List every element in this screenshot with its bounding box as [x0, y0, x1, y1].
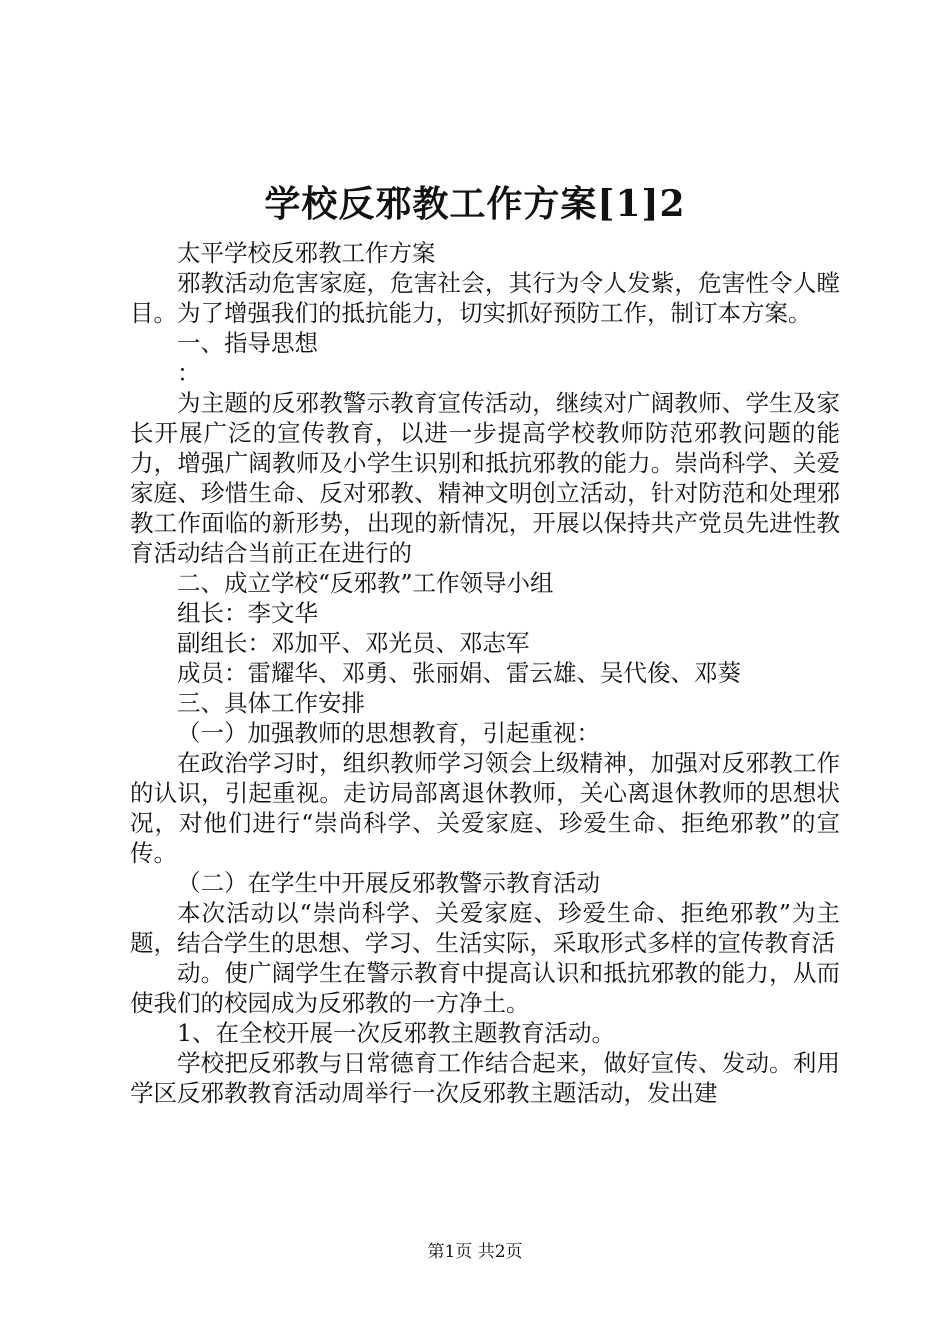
deputy-leaders-line: 副组长：邓加平、邓光员、邓志军 [177, 629, 530, 657]
section-heading-leadership-group: 二、成立学校“反邪教”工作领导小组 [177, 569, 554, 597]
document-subtitle: 太平学校反邪教工作方案 [177, 239, 436, 267]
page-number-footer: 第1页 共2页 [427, 1242, 523, 1262]
student-activities-continued-paragraph: 动。使广阔学生在警示教育中提高认识和抵抗邪教的能力，从而使我们的校园成为反邪教的一方净土。 [130, 959, 840, 1017]
members-line: 成员：雷耀华、邓勇、张丽娟、雷云雄、吴代俊、邓葵 [177, 659, 741, 687]
document-body [130, 238, 840, 1108]
section-heading-work-arrangement: 三、具体工作安排 [177, 689, 365, 717]
student-activities-paragraph: 本次活动以“崇尚科学、关爱家庭、珍爱生命、拒绝邪教”为主题，结合学生的思想、学习、生活实际，采取形式多样的宣传教育活 [130, 899, 840, 957]
theme-activity-paragraph: 学校把反邪教与日常德育工作结合起来，做好宣传、发动。利用学区反邪教教育活动周举行一次反邪教主题活动，发出建 [130, 1049, 840, 1107]
subsection-heading-teacher-education: （一）加强教师的思想教育，引起重视： [177, 719, 600, 747]
section-heading-guiding-thought: 一、指导思想 [177, 329, 318, 357]
group-leader-line: 组长：李文华 [177, 599, 318, 627]
item-heading-theme-activity: 1、在全校开展一次反邪教主题教育活动。 [177, 1019, 615, 1047]
colon-line: ： [177, 359, 201, 387]
intro-paragraph: 邪教活动危害家庭，危害社会，其行为令人发紫，危害性令人瞠目。为了增强我们的抵抗能力，切实抓好预防工作，制订本方案。 [130, 269, 840, 327]
subsection-heading-student-activities: （二）在学生中开展反邪教警示教育活动 [177, 869, 600, 897]
teacher-education-paragraph: 在政治学习时，组织教师学习领会上级精神，加强对反邪教工作的认识，引起重视。走访局部离退休教师，关心离退休教师的思想状况，对他们进行“崇尚科学、关爱家庭、珍爱生命、拒绝邪教”的宣传。 [130, 749, 840, 867]
document-title: 学校反邪教工作方案[1]2 [264, 183, 686, 225]
guiding-thought-paragraph: 为主题的反邪教警示教育宣传活动，继续对广阔教师、学生及家长开展广泛的宣传教育，以进一步提高学校教师防范邪教问题的能力，增强广阔教师及小学生识别和抵抗邪教的能力。崇尚科学、关爱家庭、珍惜生命、反对邪教、精神文明创立活动，针对防范和处理邪教工作面临的新形势，出现的新情况，开展以保持共产党员先进性教育活动结合当前正在进行的 [130, 389, 840, 567]
